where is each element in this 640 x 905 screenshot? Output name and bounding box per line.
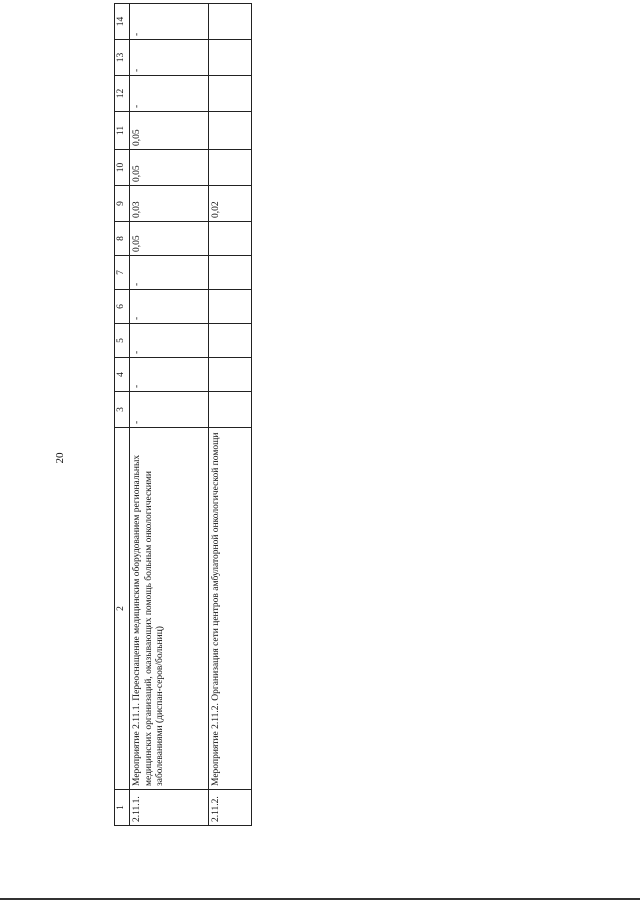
value-cell [209,4,252,40]
value-cell: - [130,40,209,76]
value-cell [209,76,252,112]
header-cell: 10 [115,150,130,186]
value-cell: - [130,324,209,358]
row-number: 2.11.1. [130,790,209,826]
header-cell: 13 [115,40,130,76]
table-row [130,4,209,826]
header-row [115,4,130,826]
row-number: 2.11.2. [209,790,252,826]
header-cell: 3 [115,392,130,428]
value-cell [209,256,252,290]
measure-description: Мероприятие 2.11.1. Переоснащение медицинским оборудованием региональных медицинских организаций, оказывающих помощь больным онкологическими заболеваниями (диспан-серов/больниц) [130,428,209,790]
header-cell: 2 [115,428,130,790]
header-cell: 12 [115,76,130,112]
value-cell: - [130,392,209,428]
value-cell: - [130,76,209,112]
value-cell: - [130,358,209,392]
value-cell: - [130,256,209,290]
rotated-table-container [114,16,248,826]
header-cell: 4 [115,358,130,392]
scan-edge-rule [0,898,640,900]
header-cell: 6 [115,290,130,324]
value-cell [209,392,252,428]
header-cell: 7 [115,256,130,290]
header-cell: 1 [115,790,130,826]
value-cell: 0,05 [130,150,209,186]
value-cell [209,222,252,256]
header-cell: 14 [115,4,130,40]
header-cell: 8 [115,222,130,256]
measures-table [114,3,252,826]
value-cell: 0,05 [130,222,209,256]
value-cell [209,150,252,186]
value-cell: 0,03 [130,186,209,222]
value-cell: 0,02 [209,186,252,222]
page-number: 20 [54,452,66,464]
header-cell: 5 [115,324,130,358]
measure-description: Мероприятие 2.11.2. Организация сети центров амбулаторной онкологической помощи [209,428,252,790]
value-cell [209,290,252,324]
header-cell: 11 [115,112,130,150]
header-cell: 9 [115,186,130,222]
value-cell [209,40,252,76]
value-cell: - [130,4,209,40]
value-cell [209,358,252,392]
value-cell [209,324,252,358]
value-cell: - [130,290,209,324]
value-cell: 0,05 [130,112,209,150]
table-row [209,4,252,826]
value-cell [209,112,252,150]
